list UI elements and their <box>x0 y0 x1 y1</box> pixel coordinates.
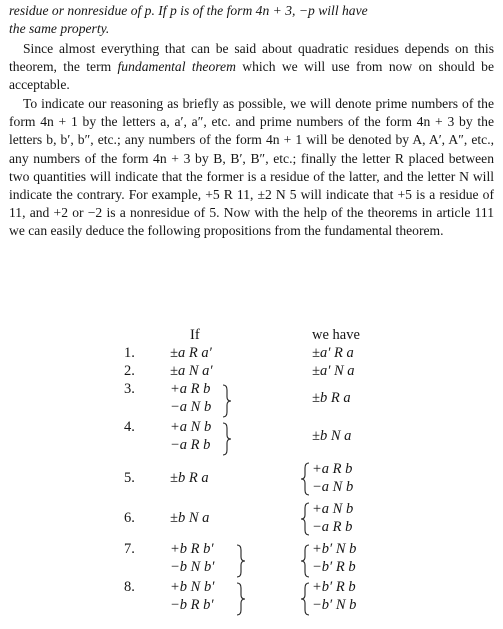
result: −a N b <box>312 479 354 495</box>
row-number: 4. <box>124 419 135 435</box>
header-if: If <box>190 327 200 343</box>
result: +b′ N b <box>312 541 357 557</box>
left-brace <box>300 462 310 496</box>
condition: ±a N a′ <box>170 363 213 379</box>
header-we-have: we have <box>312 327 360 343</box>
right-brace <box>236 582 246 616</box>
left-brace <box>300 582 310 616</box>
condition: +b N b′ <box>170 579 215 595</box>
condition: +a N b <box>170 419 212 435</box>
condition: −a R b <box>170 437 211 453</box>
left-brace <box>300 502 310 536</box>
paragraph-text: To indicate our reasoning as briefly as possible, we will denote prime numbers of the form 4n + 1 by the letters a, a′, a″, etc. and prime numbers of the form 4n + 3 by the letters b, b′, b″, etc.; any numbers of the form 4n + 1 will be denoted by A, A′, A″, etc., any numbers of the form 4n + 3 by B, B′, B″, etc.; finally the letter R placed between two quantities will indicate that the former is a residue of the latter, and the letter N will indicate the contrary. For example, +5 R 11, ±2 N 5 will indicate that +5 is a residue of 11, and +2 or −2 is a nonresidue of 5. Now with the help of the theorems in article 111 we can easily deduce the following propositions from the fundamental theorem. <box>9 96 494 239</box>
row-number: 6. <box>124 510 135 526</box>
condition: ±b R a <box>170 470 209 486</box>
paragraph-intro <box>9 2 494 38</box>
paragraph-notation <box>9 95 494 241</box>
row-number: 2. <box>124 363 135 379</box>
paragraph-text: which we will use from now on should be acceptable. <box>9 59 494 93</box>
row-number: 8. <box>124 579 135 595</box>
result: ±a′ N a <box>312 363 355 379</box>
condition: +a R b <box>170 381 211 397</box>
condition: −b N b′ <box>170 559 215 575</box>
result: +a N b <box>312 501 354 517</box>
result: −a R b <box>312 519 353 535</box>
propositions-table <box>0 326 503 626</box>
row-number: 1. <box>124 345 135 361</box>
condition: +b R b′ <box>170 541 214 557</box>
result: ±b R a <box>312 390 351 406</box>
right-brace <box>222 422 232 456</box>
right-brace <box>222 384 232 418</box>
condition: −a N b <box>170 399 212 415</box>
row-number: 3. <box>124 381 135 397</box>
condition: ±a R a′ <box>170 345 212 361</box>
intro-line-1: residue or nonresidue of p. If p is of the form 4n + 3, −p will have <box>9 3 368 18</box>
emphasis-fundamental-theorem: fundamental theorem <box>117 59 236 75</box>
intro-line-2: the same property. <box>9 21 110 37</box>
paragraph-text: Since almost everything that can be said about quadratic residues depends on this theorem, the term <box>9 41 494 75</box>
paragraph-fundamental-theorem <box>9 40 494 95</box>
result: ±b N a <box>312 428 352 444</box>
row-number: 5. <box>124 470 135 486</box>
condition: ±b N a <box>170 510 210 526</box>
condition: −b R b′ <box>170 597 214 613</box>
right-brace <box>236 544 246 578</box>
result: +b′ R b <box>312 579 356 595</box>
result: −b′ N b <box>312 597 357 613</box>
result: ±a′ R a <box>312 345 354 361</box>
left-brace <box>300 544 310 578</box>
result: +a R b <box>312 461 353 477</box>
result: −b′ R b <box>312 559 356 575</box>
row-number: 7. <box>124 541 135 557</box>
